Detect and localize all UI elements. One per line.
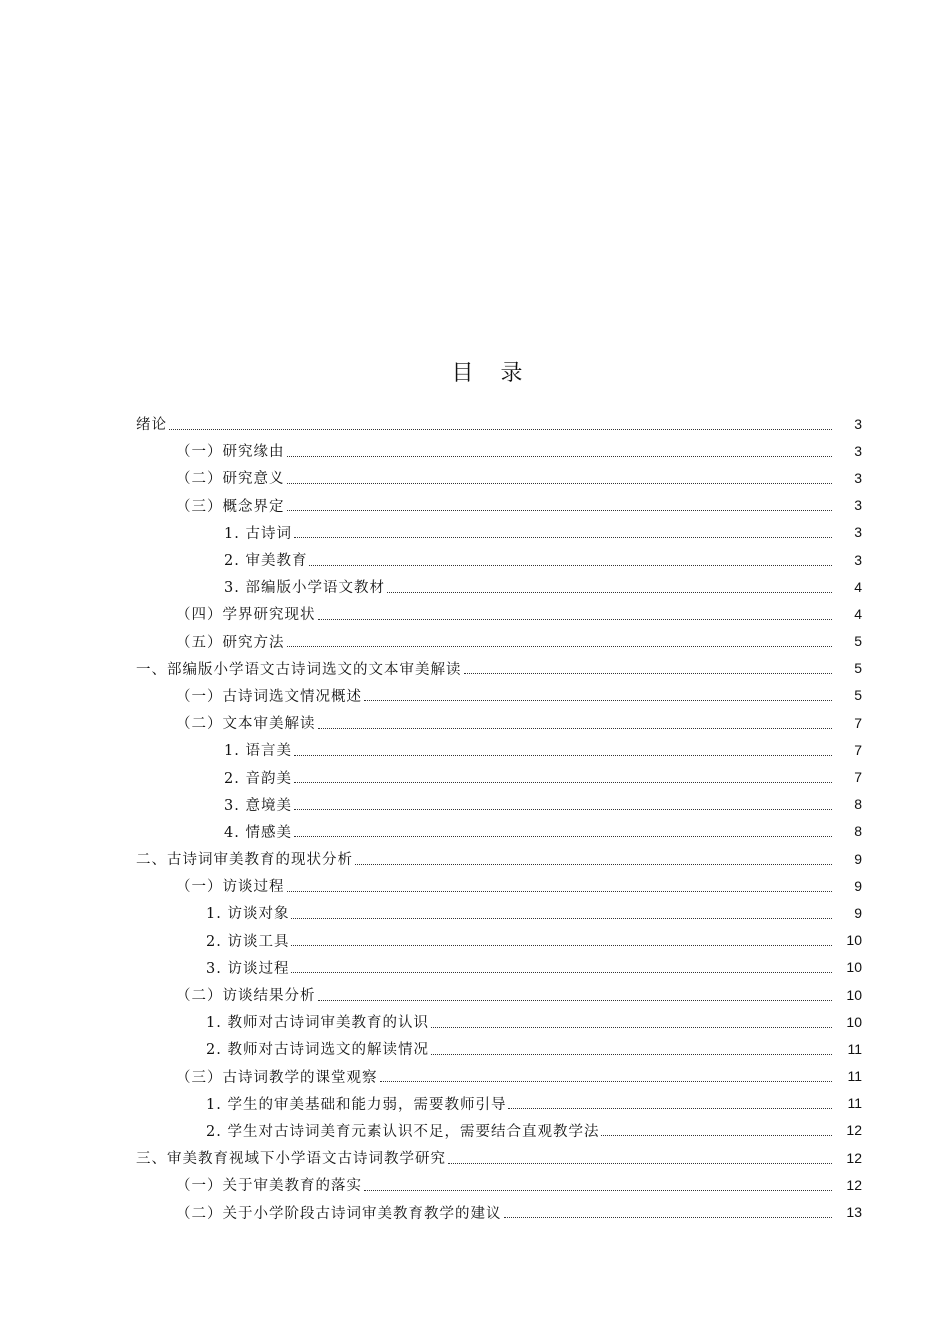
dot-leader [287,636,833,650]
toc-entry-label: 1. 古诗词 [224,525,292,542]
toc-entry[interactable] [136,927,862,954]
toc-entry-label: （四）学界研究现状 [176,607,316,624]
dot-leader [309,555,832,569]
toc-entry-label: （二）访谈结果分析 [176,988,316,1005]
toc-entry-page: 5 [854,687,862,704]
toc-entry-label: 1. 学生的审美基础和能力弱，需要教师引导 [206,1096,507,1113]
dot-leader [364,690,832,704]
toc-entry[interactable] [136,899,862,926]
toc-entry-label: （一）研究缘由 [176,444,285,461]
toc-entry[interactable] [136,628,862,655]
dot-leader [291,935,832,949]
toc-entry-page: 11 [847,1095,862,1112]
toc-entry-label: （一）访谈过程 [176,879,285,896]
toc-entry-label: 3. 意境美 [224,797,292,814]
toc-entry-page: 10 [846,1013,862,1030]
toc-entry-page: 8 [854,823,862,840]
toc-entry[interactable] [136,791,862,818]
dot-leader [291,962,832,976]
dot-leader [169,419,832,433]
toc-entry[interactable] [136,1144,862,1171]
toc-list [136,410,862,1226]
toc-title: 目 录 [451,361,533,386]
toc-entry-page: 3 [854,551,862,568]
toc-entry-page: 12 [846,1176,862,1193]
toc-entry-page: 4 [854,605,862,622]
toc-entry-label: 绪论 [136,417,167,434]
dot-leader [318,718,833,732]
toc-entry-label: 1. 教师对古诗词审美教育的认识 [206,1015,429,1032]
toc-entry-page: 7 [854,741,862,758]
toc-entry-label: （五）研究方法 [176,634,285,651]
toc-entry-page: 8 [854,796,862,813]
toc-entry[interactable] [136,763,862,790]
toc-entry-page: 3 [854,442,862,459]
toc-entry[interactable] [136,818,862,845]
toc-entry-label: 4. 情感美 [224,824,292,841]
dot-leader [318,990,833,1004]
dot-leader [387,582,832,596]
dot-leader [291,908,832,922]
toc-entry[interactable] [136,872,862,899]
toc-entry[interactable] [136,954,862,981]
toc-entry-page: 13 [846,1204,862,1221]
toc-entry-page: 10 [846,986,862,1003]
toc-entry-label: 2. 音韵美 [224,770,292,787]
toc-entry[interactable] [136,655,862,682]
toc-entry-label: 1. 语言美 [224,743,292,760]
toc-entry-page: 3 [854,524,862,541]
toc-entry[interactable] [136,736,862,763]
dot-leader [448,1153,832,1167]
toc-entry-label: 3. 部编版小学语文教材 [224,580,385,597]
dot-leader [508,1098,832,1112]
toc-entry[interactable] [136,1008,862,1035]
dot-leader [294,826,832,840]
toc-entry-page: 7 [854,769,862,786]
toc-entry-label: 3. 访谈过程 [206,960,290,977]
toc-entry-page: 3 [854,469,862,486]
toc-entry-label: （一）关于审美教育的落实 [176,1178,362,1195]
toc-entry-page: 10 [846,959,862,976]
toc-entry-page: 12 [846,1149,862,1166]
dot-leader [504,1207,833,1221]
dot-leader [364,1180,832,1194]
toc-entry-label: （三）古诗词教学的课堂观察 [176,1069,378,1086]
toc-entry[interactable] [136,1090,862,1117]
toc-entry[interactable] [136,464,862,491]
dot-leader [287,881,833,895]
toc-entry-page: 7 [854,714,862,731]
toc-entry-label: （一）古诗词选文情况概述 [176,688,362,705]
toc-entry-page: 4 [854,578,862,595]
toc-entry-page: 9 [854,904,862,921]
toc-entry-label: （二）文本审美解读 [176,716,316,733]
dot-leader [431,1044,832,1058]
toc-entry[interactable] [136,410,862,437]
toc-entry-label: 2. 教师对古诗词选文的解读情况 [206,1042,429,1059]
dot-leader [431,1017,832,1031]
toc-entry[interactable] [136,1198,862,1225]
dot-leader [294,799,832,813]
toc-entry-page: 10 [846,932,862,949]
toc-entry-page: 5 [854,660,862,677]
dot-leader [380,1071,833,1085]
dot-leader [601,1125,832,1139]
toc-entry-label: （三）概念界定 [176,498,285,515]
toc-entry[interactable] [136,437,862,464]
dot-leader [294,772,832,786]
toc-entry-page: 3 [854,415,862,432]
dot-leader [287,500,833,514]
toc-entry[interactable] [136,573,862,600]
toc-entry-label: 2. 访谈工具 [206,933,290,950]
toc-entry[interactable] [136,845,862,872]
toc-entry-label: （二）研究意义 [176,471,285,488]
toc-entry-label: 2. 学生对古诗词美育元素认识不足，需要结合直观教学法 [206,1123,600,1140]
toc-entry-page: 12 [846,1122,862,1139]
toc-entry-page: 5 [854,633,862,650]
dot-leader [355,854,832,868]
dot-leader [294,527,832,541]
toc-entry-label: 2. 审美教育 [224,553,308,570]
toc-entry-label: （二）关于小学阶段古诗词审美教育教学的建议 [176,1205,502,1222]
toc-entry[interactable] [136,981,862,1008]
toc-entry[interactable] [136,682,862,709]
toc-entry[interactable] [136,519,862,546]
toc-entry-label: 一、部编版小学语文古诗词选文的文本审美解读 [136,661,462,678]
dot-leader [318,609,833,623]
dot-leader [287,473,833,487]
dot-leader [294,745,832,759]
toc-entry-page: 9 [854,877,862,894]
dot-leader [464,663,833,677]
toc-entry-page: 9 [854,850,862,867]
toc-entry-page: 11 [847,1040,862,1057]
toc-entry[interactable] [136,1063,862,1090]
toc-entry[interactable] [136,709,862,736]
toc-entry[interactable] [136,1035,862,1062]
toc-entry[interactable] [136,546,862,573]
toc-entry[interactable] [136,492,862,519]
dot-leader [287,446,833,460]
toc-entry-label: 1. 访谈对象 [206,906,290,923]
toc-entry[interactable] [136,600,862,627]
toc-entry-page: 3 [854,497,862,514]
toc-entry[interactable] [136,1171,862,1198]
toc-entry[interactable] [136,1117,862,1144]
toc-entry-label: 二、古诗词审美教育的现状分析 [136,852,353,869]
toc-entry-page: 11 [847,1068,862,1085]
toc-entry-label: 三、审美教育视域下小学语文古诗词教学研究 [136,1151,446,1168]
